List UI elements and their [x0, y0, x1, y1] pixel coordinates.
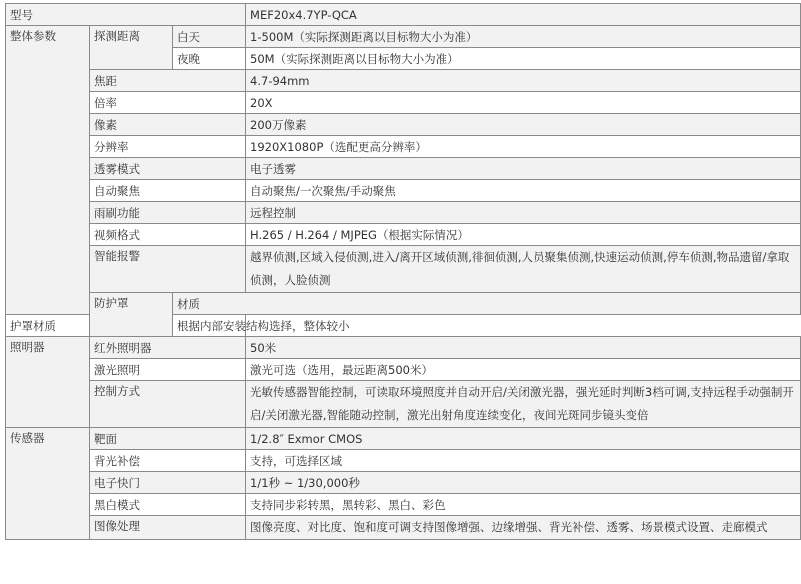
pixel-label: 像素: [90, 114, 246, 136]
table-row: [6, 136, 801, 158]
defog-label: 透雾模式: [90, 158, 246, 180]
control-value: 光敏传感器智能控制，可读取环境照度并自动开启/关闭激光器，强光延时判断3档可调,支持远程手动强制开启/关闭激光器,智能随动控制，激光出射角度连续变化，夜间光斑同步镜头变倍: [246, 381, 801, 428]
table-row: [6, 246, 801, 293]
shutter-label: 电子快门: [90, 472, 246, 494]
model-label: 型号: [6, 4, 246, 26]
night-label: 夜晚: [173, 48, 246, 70]
table-row: [6, 114, 801, 136]
focal-label: 焦距: [90, 70, 246, 92]
day-label: 白天: [173, 26, 246, 48]
image-processing-value: 图像亮度、对比度、饱和度可调支持图像增强、边缘增强、背光补偿、透雾、场景模式设置、走廊模式: [246, 516, 801, 540]
table-row: [6, 494, 801, 516]
table-row: [6, 337, 801, 359]
day-value: 1-500M（实际探测距离以目标物大小为准）: [246, 26, 801, 48]
illuminator-label: 照明器: [6, 337, 90, 428]
image-processing-label: 图像处理: [90, 516, 246, 540]
bw-mode-value: 支持同步彩转黑，黑转彩、黑白、彩色: [246, 494, 801, 516]
resolution-value: 1920X1080P（选配更高分辨率）: [246, 136, 801, 158]
table-row: [6, 26, 801, 48]
pixel-value: 200万像素: [246, 114, 801, 136]
table-row: [6, 180, 801, 202]
bw-mode-label: 黑白模式: [90, 494, 246, 516]
laser-value: 激光可选（选用，最远距离500米）: [246, 359, 801, 381]
autofocus-value: 自动聚焦/一次聚焦/手动聚焦: [246, 180, 801, 202]
zoom-value: 20X: [246, 92, 801, 114]
table-row: [6, 359, 801, 381]
table-row: [6, 92, 801, 114]
control-label: 控制方式: [90, 381, 246, 428]
focal-value: 4.7-94mm: [246, 70, 801, 92]
laser-label: 激光照明: [90, 359, 246, 381]
table-row: [6, 224, 801, 246]
spec-table: [5, 3, 801, 540]
autofocus-label: 自动聚焦: [90, 180, 246, 202]
table-row: [6, 4, 801, 26]
table-row: [6, 293, 801, 315]
target-value: 1/2.8″ Exmor CMOS: [246, 428, 801, 450]
table-row: [6, 428, 801, 450]
table-row: [6, 516, 801, 540]
ir-value: 50米: [246, 337, 801, 359]
backlight-label: 背光补偿: [90, 450, 246, 472]
table-row: [6, 472, 801, 494]
sensor-label: 传感器: [6, 428, 90, 540]
model-value: MEF20x4.7YP-QCA: [246, 4, 801, 26]
wiper-label: 雨刷功能: [90, 202, 246, 224]
defog-value: 电子透雾: [246, 158, 801, 180]
table-row: [6, 70, 801, 92]
backlight-value: 支持，可选择区域: [246, 450, 801, 472]
table-row: [6, 315, 801, 337]
shield-material-value: 根据内部安装结构选择，整体较小: [173, 315, 246, 337]
smart-alarm-value: 越界侦测,区域入侵侦测,进入/离开区域侦测,徘徊侦测,人员聚集侦测,快速运动侦测,停车侦测,物品遗留/拿取侦测，人脸侦测: [246, 246, 801, 293]
night-value: 50M（实际探测距离以目标物大小为准）: [246, 48, 801, 70]
table-row: [6, 158, 801, 180]
shield-label: 防护罩: [90, 293, 173, 337]
table-row: [6, 450, 801, 472]
overall-params-label: 整体参数: [6, 26, 90, 315]
table-row: [6, 202, 801, 224]
table-row: [6, 381, 801, 428]
ir-label: 红外照明器: [90, 337, 246, 359]
video-format-value: H.265 / H.264 / MJPEG（根据实际情况）: [246, 224, 801, 246]
target-label: 靶面: [90, 428, 246, 450]
material-label: 材质: [173, 293, 801, 315]
detect-distance-label: 探测距离: [90, 26, 173, 70]
resolution-label: 分辨率: [90, 136, 246, 158]
zoom-label: 倍率: [90, 92, 246, 114]
wiper-value: 远程控制: [246, 202, 801, 224]
video-format-label: 视频格式: [90, 224, 246, 246]
smart-alarm-label: 智能报警: [90, 246, 246, 293]
shield-material-label: 护罩材质: [6, 315, 173, 337]
shutter-value: 1/1秒 ~ 1/30,000秒: [246, 472, 801, 494]
